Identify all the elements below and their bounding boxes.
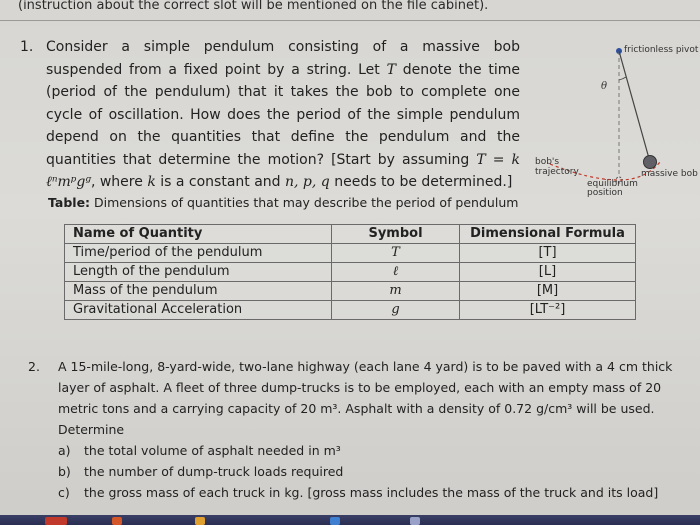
var-k: k bbox=[147, 174, 156, 190]
item-label: b) bbox=[58, 464, 71, 479]
equilibrium-label-1: equilibrium bbox=[587, 179, 638, 189]
list-item bbox=[58, 482, 678, 503]
table-caption-text: Dimensions of quantities that may describe the period of pendulum bbox=[90, 195, 519, 210]
question-1-number: 1. bbox=[20, 39, 34, 55]
item-label: a) bbox=[58, 443, 71, 458]
cell-name: Gravitational Acceleration bbox=[65, 301, 332, 320]
question-1-text bbox=[46, 36, 520, 194]
q1-text-part: , where bbox=[90, 174, 148, 190]
taskbar bbox=[0, 515, 700, 525]
pendulum-string bbox=[619, 51, 650, 162]
trajectory-label-2: trajectory bbox=[535, 167, 579, 177]
var-T: T bbox=[386, 61, 396, 78]
table-row bbox=[65, 301, 636, 320]
q1-text-part: denote the time (period of the pendulum) that it takes the bob to complete one cycle of oscillation. How does the period of the simple pendulum depend on the quantities that define the pendulum and the quantities that determine the motion? [Start by assuming bbox=[46, 61, 520, 168]
q1-text-part: needs to be determined.] bbox=[329, 174, 513, 190]
item-text: the gross mass of each truck in kg. [gross mass includes the mass of the truck and its load] bbox=[84, 485, 659, 500]
table-row bbox=[65, 263, 636, 282]
list-item bbox=[58, 440, 678, 461]
cell-symbol: ℓ bbox=[332, 263, 460, 282]
taskbar-app-icon[interactable] bbox=[112, 517, 122, 525]
dimensions-table bbox=[64, 224, 636, 320]
q1-text-part: is a constant and bbox=[155, 174, 286, 190]
trajectory-label-1: bob's bbox=[535, 157, 560, 167]
angle-arc bbox=[619, 77, 626, 80]
instruction-line: (instruction about the correct slot will be mentioned on the file cabinet). bbox=[18, 0, 489, 13]
header-dim: Dimensional Formula bbox=[460, 225, 636, 244]
pivot-label: frictionless pivot bbox=[624, 45, 699, 55]
equilibrium-label-2: position bbox=[587, 188, 623, 198]
cell-dim: [M] bbox=[460, 282, 636, 301]
divider bbox=[0, 20, 700, 21]
table-row bbox=[65, 244, 636, 263]
cell-dim: [T] bbox=[460, 244, 636, 263]
item-text: the number of dump-truck loads required bbox=[84, 464, 344, 479]
bob-icon bbox=[644, 156, 657, 169]
cell-symbol: T bbox=[332, 244, 460, 263]
taskbar-app-icon[interactable] bbox=[410, 517, 420, 525]
table-caption-bold: Table: bbox=[48, 195, 91, 210]
question-2 bbox=[28, 356, 678, 503]
cell-symbol: g bbox=[332, 301, 460, 320]
table-row bbox=[65, 282, 636, 301]
bob-label: massive bob bbox=[641, 169, 698, 179]
table-caption bbox=[48, 195, 518, 210]
cell-symbol: m bbox=[332, 282, 460, 301]
cell-name: Time/period of the pendulum bbox=[65, 244, 332, 263]
cell-dim: [LT⁻²] bbox=[460, 301, 636, 320]
question-2-number: 2. bbox=[28, 359, 40, 374]
question-2-text: A 15-mile-long, 8-yard-wide, two-lane highway (each lane 4 yard) is to be paved with a 4 cm thick layer of asphalt. A fleet of three dump-trucks is to be employed, each with an empty mass of 20 metric tons and a carrying capacity of 20 m³. Asphalt with a density of 0.72 g/cm³ will be used. bbox=[58, 359, 673, 416]
formula: T = k ℓⁿmᵖgᵍ bbox=[46, 151, 521, 190]
header-name: Name of Quantity bbox=[65, 225, 332, 244]
cell-name: Length of the pendulum bbox=[65, 263, 332, 282]
item-label: c) bbox=[58, 485, 70, 500]
taskbar-app-icon[interactable] bbox=[45, 517, 67, 525]
question-1 bbox=[20, 36, 520, 194]
cell-name: Mass of the pendulum bbox=[65, 282, 332, 301]
header-symbol: Symbol bbox=[332, 225, 460, 244]
pendulum-diagram bbox=[520, 22, 700, 212]
var-npq: n, p, q bbox=[285, 174, 330, 190]
theta-label: θ bbox=[601, 81, 608, 92]
q1-text-part: Consider a simple pendulum consisting of a massive bob suspended from a fixed point by a string. Let bbox=[46, 39, 520, 78]
table-header-row bbox=[65, 225, 636, 244]
subquestion-list bbox=[28, 440, 678, 503]
cell-dim: [L] bbox=[460, 263, 636, 282]
taskbar-app-icon[interactable] bbox=[195, 517, 205, 525]
determine-label: Determine bbox=[58, 422, 125, 437]
list-item bbox=[58, 461, 678, 482]
taskbar-app-icon[interactable] bbox=[330, 517, 340, 525]
item-text: the total volume of asphalt needed in m³ bbox=[84, 443, 341, 458]
